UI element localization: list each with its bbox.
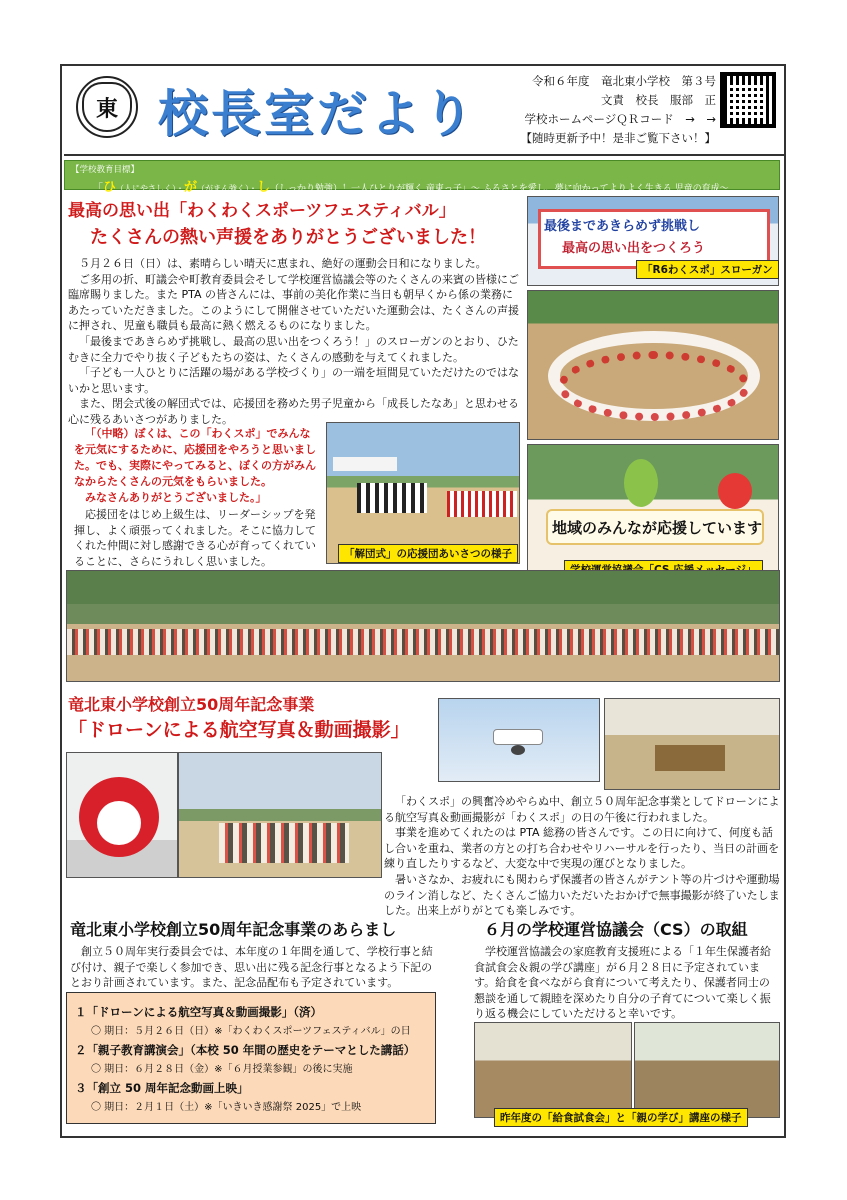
plan-item-title: ２「親子教育講演会」（本校 50 年間の歴史をテーマとした講話） xyxy=(75,1043,416,1057)
sports-paragraph: また、閉会式後の解団式では、応援団を務めた男子児童から「成長したなあ」と思わせる心に残るあいさつがありました。 xyxy=(68,397,519,426)
dance-photo xyxy=(178,752,382,878)
banner-text: 最後まであきらめず挑戦し xyxy=(544,219,701,234)
drone-paragraph: 暑いさなか、お疲れにも関わらず保護者の皆さんがテント等の片づけや運動場のライン消しなど、たくさんご協力いただいたおかげで無事撮影が終了いたしました。出来上がりがとても楽しみです。 xyxy=(384,872,780,918)
school-emblem-icon: 東 xyxy=(76,76,138,138)
sports-paragraph: ５月２６日（日）は、素晴らしい晴天に恵まれ、絶好の運動会日和になりました。 xyxy=(79,257,487,270)
header xyxy=(64,66,784,156)
plan-item-date: 〇 期日：６月２８日（金）※「６月授業参観」の後に実施 xyxy=(91,1064,353,1075)
plan-item-date: 〇 期日：５月２６日（日）※「わくわくスポーツフェスティバル」の日 xyxy=(91,1026,411,1037)
issue-line: 令和６年度 竜北東小学校 第３号 xyxy=(532,74,716,88)
meeting-photo xyxy=(604,698,780,790)
plan-box xyxy=(66,992,436,1124)
summary-paragraph: 創立５０周年実行委員会では、本年度の１年間を通して、学校行事と結び付け、親子で楽しく参加でき、思い出に残る記念行事となるよう下記のとおり計画されています。また、記念品配布も予定されています。 xyxy=(70,945,433,990)
panorama-photo xyxy=(66,570,780,682)
issue-info xyxy=(506,72,716,148)
lecture-photo xyxy=(634,1022,780,1118)
plan-item-title: ３「創立 50 周年記念動画上映」 xyxy=(75,1081,249,1095)
summary-section xyxy=(70,918,440,991)
slogan-caption: 「R6わくスポ」スローガン xyxy=(636,260,779,279)
qr-caption: 学校ホームページＱＲコード → → xyxy=(524,112,716,126)
page-title: 校長室だより xyxy=(158,85,476,143)
drone-text xyxy=(384,794,780,919)
ouendan-caption: 「解団式」の応援団あいさつの様子 xyxy=(338,544,518,563)
drone-title: 竜北東小学校創立50周年記念事業 xyxy=(68,695,315,714)
drone-subtitle: 「ドローンによる航空写真＆動画撮影」 xyxy=(68,719,410,741)
sports-paragraph: 「最後まであきらめず挑戦し、最高の思い出をつくろう！」のスローガンのとおり、ひたむきに全力でやり抜く子どもたちの姿は、たくさんの感動を与えてくれました。 xyxy=(68,334,519,364)
sports-subtitle: たくさんの熱い声援をありがとうございました！ xyxy=(90,227,486,248)
ouendan-photo xyxy=(326,422,520,564)
lunch-photo xyxy=(474,1022,632,1118)
school-goal-bar xyxy=(64,160,780,195)
sports-section xyxy=(68,198,520,428)
sports-paragraph: 応援団をはじめ上級生は、リーダーシップを発揮し、よく頑張ってくれました。そこに協力してくれた仲間に対し感謝できる心が育ってくれていることに、さらにうれしく思いました。 xyxy=(74,508,316,568)
author-line: 文責 校長 服部 正 xyxy=(601,93,716,107)
cheer-quote xyxy=(74,426,318,569)
plan-item-title: １「ドローンによる航空写真＆動画撮影」（済） xyxy=(75,1005,323,1019)
goal-label: 【学校教育目標】 xyxy=(71,165,140,175)
qr-code-icon[interactable] xyxy=(720,72,776,128)
drone-photo xyxy=(438,698,600,782)
circle-dance-photo xyxy=(527,290,779,440)
sports-paragraph: 「子ども一人ひとりに活躍の場がある学校づくり」の一端を垣間見ていただけたのではないかと思います。 xyxy=(68,366,519,395)
drone-section xyxy=(68,694,438,744)
sports-title: 最高の思い出「わくわくスポーツフェスティバル」 xyxy=(68,201,456,221)
cs-section xyxy=(474,918,780,1022)
goal-text: 「ひ（人にやさしく）・が（がまん強く）・し（しっかり勉強）！一人ひとりが輝く 竜東っ子」～ ふるさとを愛し、夢に向かってよりよく生きる 児童の育成～ xyxy=(93,180,729,195)
drone-paragraph: 事業を進めてくれたのは PTA 総務の皆さんです。この日に向けて、何度も話し合いを重ね、業者の方との打ち合わせやリハーサルを行ったり、当日の計画を練り直したりするなど、大変な中で実現の運びとなりました。 xyxy=(384,826,780,871)
cs-title: ６月の学校運営協議会（CS）の取組 xyxy=(484,920,748,939)
banner-text: 最高の思い出をつくろう xyxy=(562,241,706,256)
mascot-photo xyxy=(66,752,178,878)
sign-text: 地域のみんなが応援しています xyxy=(552,519,763,537)
update-note: 【随時更新予中！是非ご覧下さい！】 xyxy=(520,131,716,145)
cs-photo-caption: 昨年度の「給食試食会」と「親の学び」講座の様子 xyxy=(494,1108,748,1127)
quote-end: みなさんありがとうございました。」 xyxy=(85,491,267,504)
drone-paragraph: 「わくスポ」の興奮冷めやらぬ中、創立５０周年記念事業としてドローンによる航空写真＆動画撮影が「わくスポ」の日の午後に行われました。 xyxy=(384,795,780,824)
plan-item-date: 〇 期日：２月１日（土）※「いきいき感謝祭 2025」で上映 xyxy=(91,1102,362,1113)
summary-title: 竜北東小学校創立50周年記念事業のあらまし xyxy=(70,920,397,939)
cs-paragraph: 学校運営協議会の家庭教育支援班による「１年生保護者給食試食会＆親の学び講座」が６月２８日に予定されています。給食を食べながら食育について考えたり、保護者同士の懇談を通して親睦を深めたり自分の子育てについて楽しく振り返る機会にしていただけると幸いです。 xyxy=(474,945,771,1021)
sports-paragraph: ご多用の折、町議会や町教育委員会そして学校運営協議会等のたくさんの来賓の皆様にご臨席賜りました。また PTA の皆さんには、事前の美化作業に当日も朝早くから係の業務にあたっていただきました。このようにして開催させていただいた運動会は、たくさんの声援に押され、児童も職員も最高に熱く燃えるものになりました。 xyxy=(68,272,519,333)
quote-text: 「（中略）ぼくは、この「わくスポ」でみんなを元気にするために、応援団をやろうと思いました。でも、実際にやってみると、ぼくの方がみんなからたくさんの元気をもらいました。 xyxy=(74,427,316,488)
